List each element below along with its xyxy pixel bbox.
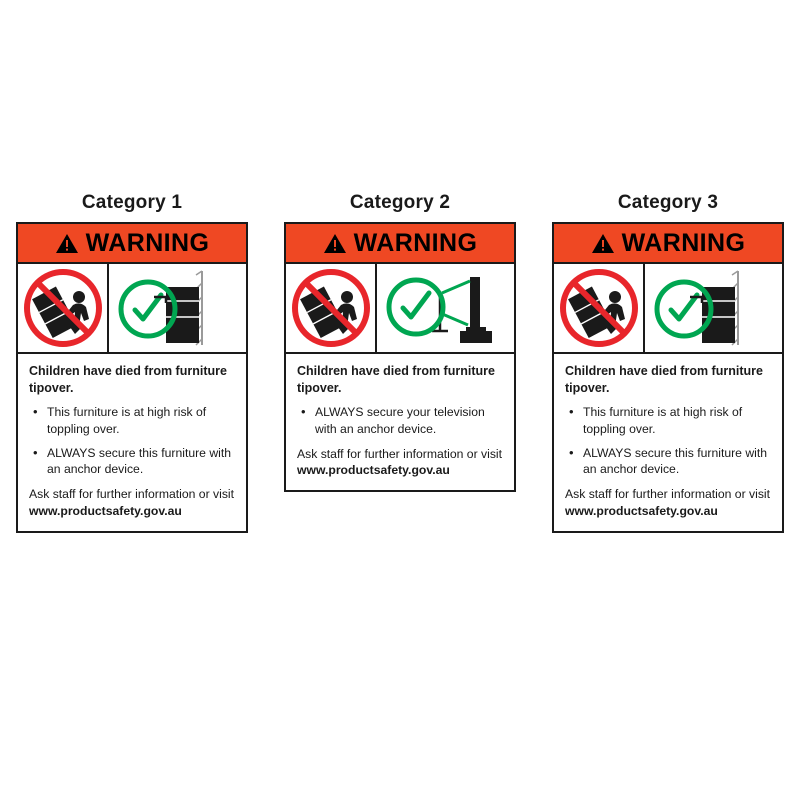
warning-label-text: WARNING [353,228,478,257]
no-climbing-furniture-icon [18,264,109,352]
warning-label [16,222,248,533]
warning-label-text: WARNING [621,228,746,257]
label-bullet-list [297,404,503,438]
warning-card-category-2 [284,192,516,492]
warning-triangle-icon [323,233,347,254]
anchor-television-to-wall-icon [377,264,514,352]
warning-banner [286,224,514,264]
warning-triangle-icon [55,233,79,254]
pictogram-row [286,264,514,354]
list-item: • ALWAYS secure this furniture with an anchor device. [569,445,771,479]
warning-triangle-icon [591,233,615,254]
label-body [286,354,514,490]
warning-label [552,222,784,533]
no-climbing-furniture-icon [554,264,645,352]
label-heading: Children have died from furniture tipover. [565,364,763,395]
label-heading: Children have died from furniture tipover. [297,364,495,395]
label-bullet-list [565,404,771,478]
list-item: • ALWAYS secure your television with an anchor device. [301,404,503,438]
warning-card-category-3 [552,192,784,533]
list-item: • This furniture is at high risk of toppling over. [569,404,771,438]
warning-label [284,222,516,492]
warning-label-text: WARNING [85,228,210,257]
list-item: • ALWAYS secure this furniture with an anchor device. [33,445,235,479]
category-title: Category 3 [617,192,719,213]
anchor-furniture-to-wall-icon [109,264,246,352]
label-body [554,354,782,531]
warning-label-set [0,192,800,533]
label-body [18,354,246,531]
pictogram-row [18,264,246,354]
list-item: • This furniture is at high risk of toppling over. [33,404,235,438]
pictogram-row [554,264,782,354]
warning-banner [554,224,782,264]
category-title: Category 1 [81,192,183,213]
product-safety-url[interactable]: www.productsafety.gov.au [29,504,182,519]
label-bullet-list [29,404,235,478]
ask-staff-text: Ask staff for further information or visit [297,446,503,461]
ask-staff-text: Ask staff for further information or visit [565,487,771,502]
warning-banner [18,224,246,264]
product-safety-url[interactable]: www.productsafety.gov.au [565,504,718,519]
anchor-furniture-to-wall-icon [645,264,782,352]
label-heading: Children have died from furniture tipover. [29,364,227,395]
warning-card-category-1 [16,192,248,533]
product-safety-url[interactable]: www.productsafety.gov.au [297,463,450,478]
no-climbing-furniture-icon [286,264,377,352]
category-title: Category 2 [349,192,451,213]
ask-staff-text: Ask staff for further information or visit [29,487,235,502]
